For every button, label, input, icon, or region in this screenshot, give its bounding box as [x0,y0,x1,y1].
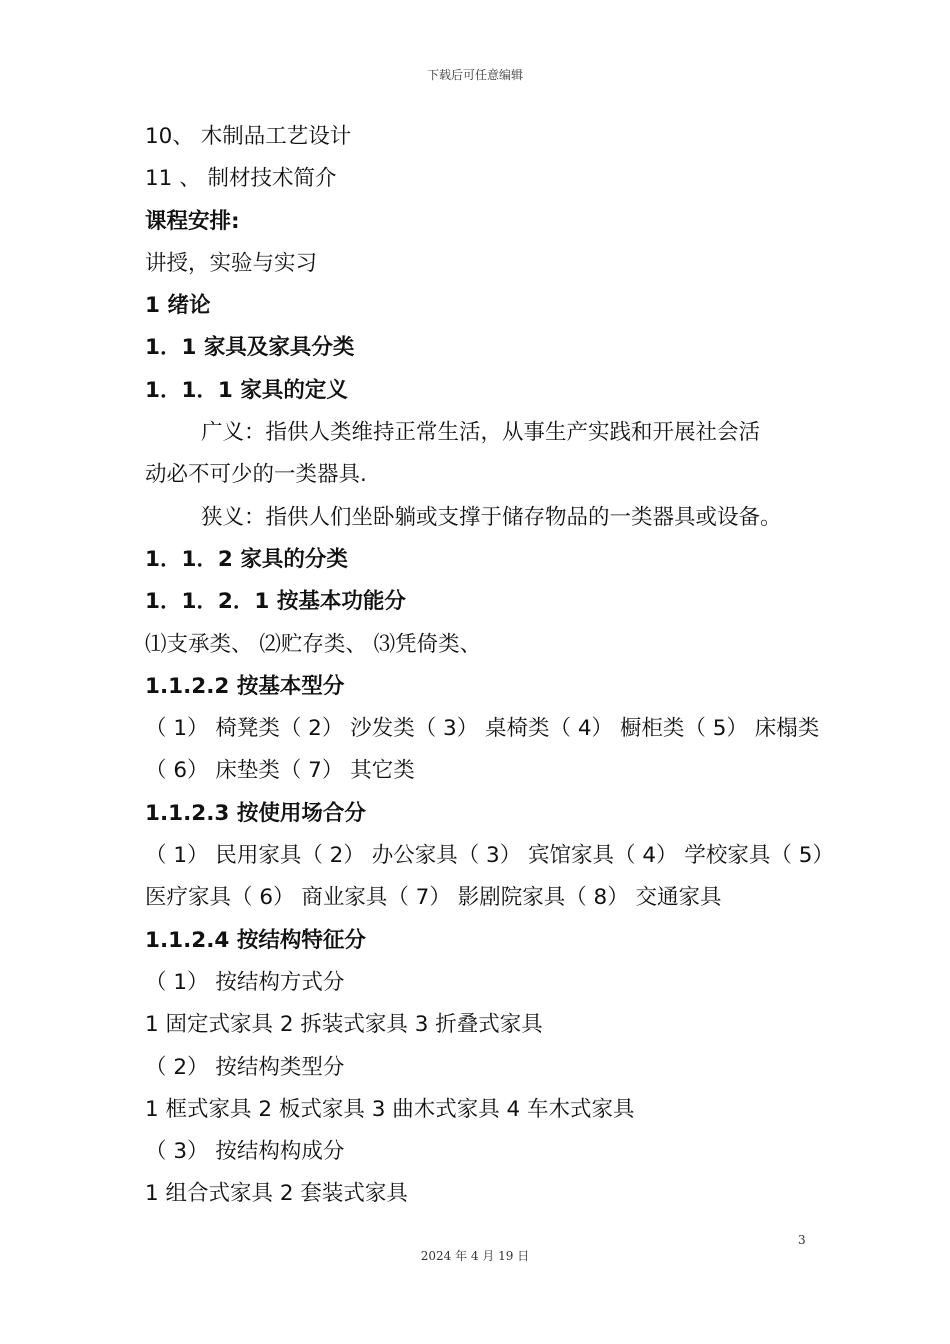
section-heading: 课程安排: [145,208,240,234]
section-heading: 1.1.2.4 按结构特征分 [145,927,366,953]
paragraph: 讲授，实验与实习 [145,250,318,276]
paragraph: （ 3） 按结构构成分 [145,1139,345,1165]
section-heading: 1 绪论 [145,293,211,319]
paragraph: （ 1） 按结构方式分 [145,969,345,995]
section-heading: 1.1.2.2 按基本型分 [145,673,345,699]
paragraph: 狭义：指供人们坐卧躺或支撑于储存物品的一类器具或设备。 [201,504,782,530]
page-header: 下载后可任意编辑 [426,68,523,82]
paragraph: （ 1） 民用家具（ 2） 办公家具（ 3） 宾馆家具（ 4） 学校家具（ 5） [145,843,834,869]
paragraph: （ 6） 床垫类（ 7） 其它类 [145,758,415,784]
list-item: 10、 木制品工艺设计 [145,124,352,149]
document-body [145,116,834,1216]
paragraph: 广义：指供人类维持正常生活，从事生产实践和开展社会活 [201,420,761,446]
section-heading: 1．1．1 家具的定义 [145,377,348,403]
section-heading: 1.1.2.3 按使用场合分 [145,800,366,826]
page-number: 3 [798,1233,806,1247]
paragraph: （ 2） 按结构类型分 [145,1054,345,1080]
list-item: 11 、 制材技术简介 [145,166,337,192]
paragraph: 动必不可少的一类器具. [145,462,367,488]
paragraph: 1 组合式家具 2 套装式家具 [145,1181,408,1207]
section-heading: 1．1 家具及家具分类 [145,335,355,361]
paragraph: ⑴支承类、 ⑵贮存类、 ⑶凭倚类、 [145,631,482,657]
section-heading: 1．1．2．1 按基本功能分 [145,589,406,615]
paragraph: 1 固定式家具 2 拆装式家具 3 折叠式家具 [145,1012,543,1038]
section-heading: 1．1．2 家具的分类 [145,546,348,572]
paragraph: 1 框式家具 2 板式家具 3 曲木式家具 4 车木式家具 [145,1096,635,1122]
page-footer-date: 2024 年 4 月 19 日 [420,1249,530,1263]
paragraph: （ 1） 椅凳类（ 2） 沙发类（ 3） 桌椅类（ 4） 橱柜类（ 5） 床榻类 [145,716,820,742]
paragraph: 医疗家具（ 6） 商业家具（ 7） 影剧院家具（ 8） 交通家具 [145,885,722,911]
